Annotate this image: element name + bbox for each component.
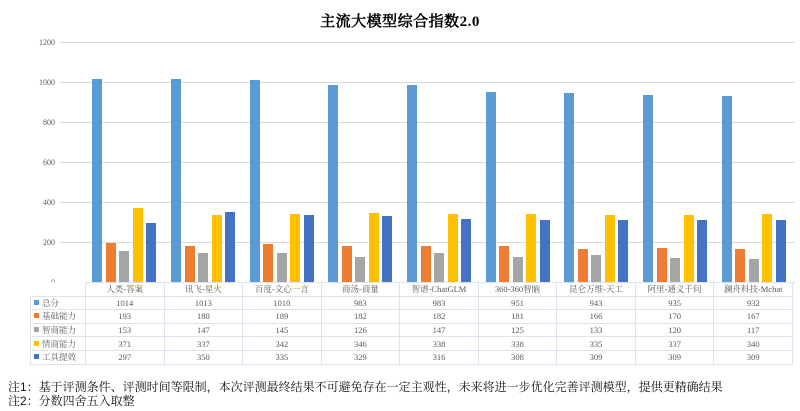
value-cell: 335 xyxy=(243,350,322,364)
value-cell: 1013 xyxy=(164,296,243,310)
value-cell: 932 xyxy=(714,296,793,310)
footnote-2: 注2：分数四舍五入取整 xyxy=(8,394,135,408)
value-cell: 147 xyxy=(164,323,243,337)
table-row xyxy=(31,337,793,351)
value-cell: 1014 xyxy=(86,296,165,310)
bar-情商能力-百度-文心一言 xyxy=(290,214,300,282)
value-cell: 329 xyxy=(321,350,400,364)
bar-情商能力-360-360智脑 xyxy=(526,214,536,282)
bar-基础能力-阿里-通义千问 xyxy=(657,248,667,282)
bar-总分-阿里-通义千问 xyxy=(643,95,653,282)
legend-swatch-icon xyxy=(34,327,39,332)
value-cell: 316 xyxy=(400,350,479,364)
value-cell: 166 xyxy=(557,310,636,324)
y-axis-tick-label: 400 xyxy=(43,198,55,207)
value-cell: 338 xyxy=(478,337,557,351)
bar-情商能力-商汤-商量 xyxy=(369,213,379,282)
bar-情商能力-智谱-ChatGLM xyxy=(448,214,458,282)
bar-智商能力-百度-文心一言 xyxy=(277,253,287,282)
bar-智商能力-阿里-通义千问 xyxy=(670,258,680,282)
category-header: 讯飞-星火 xyxy=(164,283,243,297)
bar-情商能力-昆仑万维-天工 xyxy=(605,215,615,282)
series-legend-label: 基础能力 xyxy=(31,310,86,324)
bar-智商能力-人类-答案 xyxy=(119,251,129,282)
value-cell: 340 xyxy=(714,337,793,351)
table-row xyxy=(31,296,793,310)
bar-智商能力-昆仑万维-天工 xyxy=(591,255,601,282)
bar-工具提效-人类-答案 xyxy=(146,223,156,282)
series-legend-label: 智商能力 xyxy=(31,323,86,337)
value-cell: 342 xyxy=(243,337,322,351)
value-cell: 120 xyxy=(635,323,714,337)
value-cell: 153 xyxy=(86,323,165,337)
value-cell: 182 xyxy=(321,310,400,324)
bar-情商能力-讯飞-星火 xyxy=(212,215,222,282)
bar-工具提效-百度-文心一言 xyxy=(304,215,314,282)
legend-swatch-icon xyxy=(34,341,39,346)
y-axis-tick-label: 600 xyxy=(43,158,55,167)
category-header: 昆仑万维-天工 xyxy=(557,283,636,297)
bar-基础能力-智谱-ChatGLM xyxy=(421,246,431,282)
bar-工具提效-360-360智脑 xyxy=(540,220,550,282)
bar-工具提效-澜舟科技-Mchat xyxy=(776,220,786,282)
legend-swatch-icon xyxy=(34,300,39,305)
bar-基础能力-百度-文心一言 xyxy=(263,244,273,282)
value-cell: 308 xyxy=(478,350,557,364)
category-header: 360-360智脑 xyxy=(478,283,557,297)
bar-情商能力-人类-答案 xyxy=(133,208,143,282)
category-header: 阿里-通义千问 xyxy=(635,283,714,297)
bar-总分-百度-文心一言 xyxy=(250,80,260,282)
category-header: 智谱-ChatGLM xyxy=(400,283,479,297)
value-cell: 951 xyxy=(478,296,557,310)
value-cell: 350 xyxy=(164,350,243,364)
value-cell: 147 xyxy=(400,323,479,337)
bar-工具提效-阿里-通义千问 xyxy=(697,220,707,282)
value-cell: 189 xyxy=(243,310,322,324)
bar-智商能力-智谱-ChatGLM xyxy=(434,253,444,282)
bar-基础能力-昆仑万维-天工 xyxy=(578,249,588,282)
value-cell: 983 xyxy=(400,296,479,310)
bar-智商能力-商汤-商量 xyxy=(355,257,365,282)
bar-工具提效-讯飞-星火 xyxy=(225,212,235,282)
value-cell: 117 xyxy=(714,323,793,337)
category-header: 人类-答案 xyxy=(86,283,165,297)
bar-总分-人类-答案 xyxy=(92,79,102,282)
bar-总分-澜舟科技-Mchat xyxy=(722,96,732,282)
value-cell: 309 xyxy=(635,350,714,364)
value-cell: 167 xyxy=(714,310,793,324)
value-cell: 337 xyxy=(635,337,714,351)
bar-工具提效-智谱-ChatGLM xyxy=(461,219,471,282)
value-cell: 182 xyxy=(400,310,479,324)
bar-总分-智谱-ChatGLM xyxy=(407,85,417,282)
value-cell: 126 xyxy=(321,323,400,337)
value-cell: 371 xyxy=(86,337,165,351)
bar-智商能力-讯飞-星火 xyxy=(198,253,208,282)
data-table xyxy=(30,282,793,365)
value-cell: 983 xyxy=(321,296,400,310)
bar-情商能力-澜舟科技-Mchat xyxy=(762,214,772,282)
value-cell: 309 xyxy=(557,350,636,364)
bar-基础能力-讯飞-星火 xyxy=(185,246,195,282)
value-cell: 193 xyxy=(86,310,165,324)
y-axis-tick-label: 1200 xyxy=(39,38,55,47)
value-cell: 145 xyxy=(243,323,322,337)
y-axis-tick-label: 200 xyxy=(43,238,55,247)
value-cell: 309 xyxy=(714,350,793,364)
series-legend-label: 工具提效 xyxy=(31,350,86,364)
y-axis-tick-label: 800 xyxy=(43,118,55,127)
table-row xyxy=(31,350,793,364)
value-cell: 125 xyxy=(478,323,557,337)
bar-情商能力-阿里-通义千问 xyxy=(684,215,694,282)
value-cell: 338 xyxy=(400,337,479,351)
value-cell: 1010 xyxy=(243,296,322,310)
value-cell: 133 xyxy=(557,323,636,337)
chart-title: 主流大模型综合指数2.0 xyxy=(320,14,480,30)
value-cell: 297 xyxy=(86,350,165,364)
series-legend-label: 总分 xyxy=(31,296,86,310)
bar-基础能力-360-360智脑 xyxy=(499,246,509,282)
footnote-1: 注1：基于评测条件、评测时间等限制，本次评测最终结果不可避免存在一定主观性，未来将进一步优化完善评测模型，提供更精确结果 xyxy=(8,380,723,394)
bar-基础能力-商汤-商量 xyxy=(342,246,352,282)
category-header: 百度-文心一言 xyxy=(243,283,322,297)
bar-工具提效-昆仑万维-天工 xyxy=(618,220,628,282)
value-cell: 935 xyxy=(635,296,714,310)
bar-智商能力-360-360智脑 xyxy=(513,257,523,282)
series-legend-label: 情商能力 xyxy=(31,337,86,351)
bar-智商能力-澜舟科技-Mchat xyxy=(749,259,759,282)
category-header: 澜舟科技-Mchat xyxy=(714,283,793,297)
gridline xyxy=(60,42,795,43)
table-corner-cell xyxy=(31,283,86,297)
table-row xyxy=(31,323,793,337)
bar-工具提效-商汤-商量 xyxy=(382,216,392,282)
legend-swatch-icon xyxy=(34,313,39,318)
y-axis-tick-label: 1000 xyxy=(39,78,55,87)
bar-基础能力-澜舟科技-Mchat xyxy=(735,249,745,282)
value-cell: 170 xyxy=(635,310,714,324)
value-cell: 335 xyxy=(557,337,636,351)
table-row xyxy=(31,310,793,324)
bar-总分-昆仑万维-天工 xyxy=(564,93,574,282)
bar-基础能力-人类-答案 xyxy=(106,243,116,282)
bar-总分-讯飞-星火 xyxy=(171,79,181,282)
legend-swatch-icon xyxy=(34,354,39,359)
value-cell: 346 xyxy=(321,337,400,351)
value-cell: 337 xyxy=(164,337,243,351)
value-cell: 181 xyxy=(478,310,557,324)
bar-总分-360-360智脑 xyxy=(486,92,496,282)
value-cell: 943 xyxy=(557,296,636,310)
bar-总分-商汤-商量 xyxy=(328,85,338,282)
value-cell: 180 xyxy=(164,310,243,324)
category-header: 商汤-商量 xyxy=(321,283,400,297)
